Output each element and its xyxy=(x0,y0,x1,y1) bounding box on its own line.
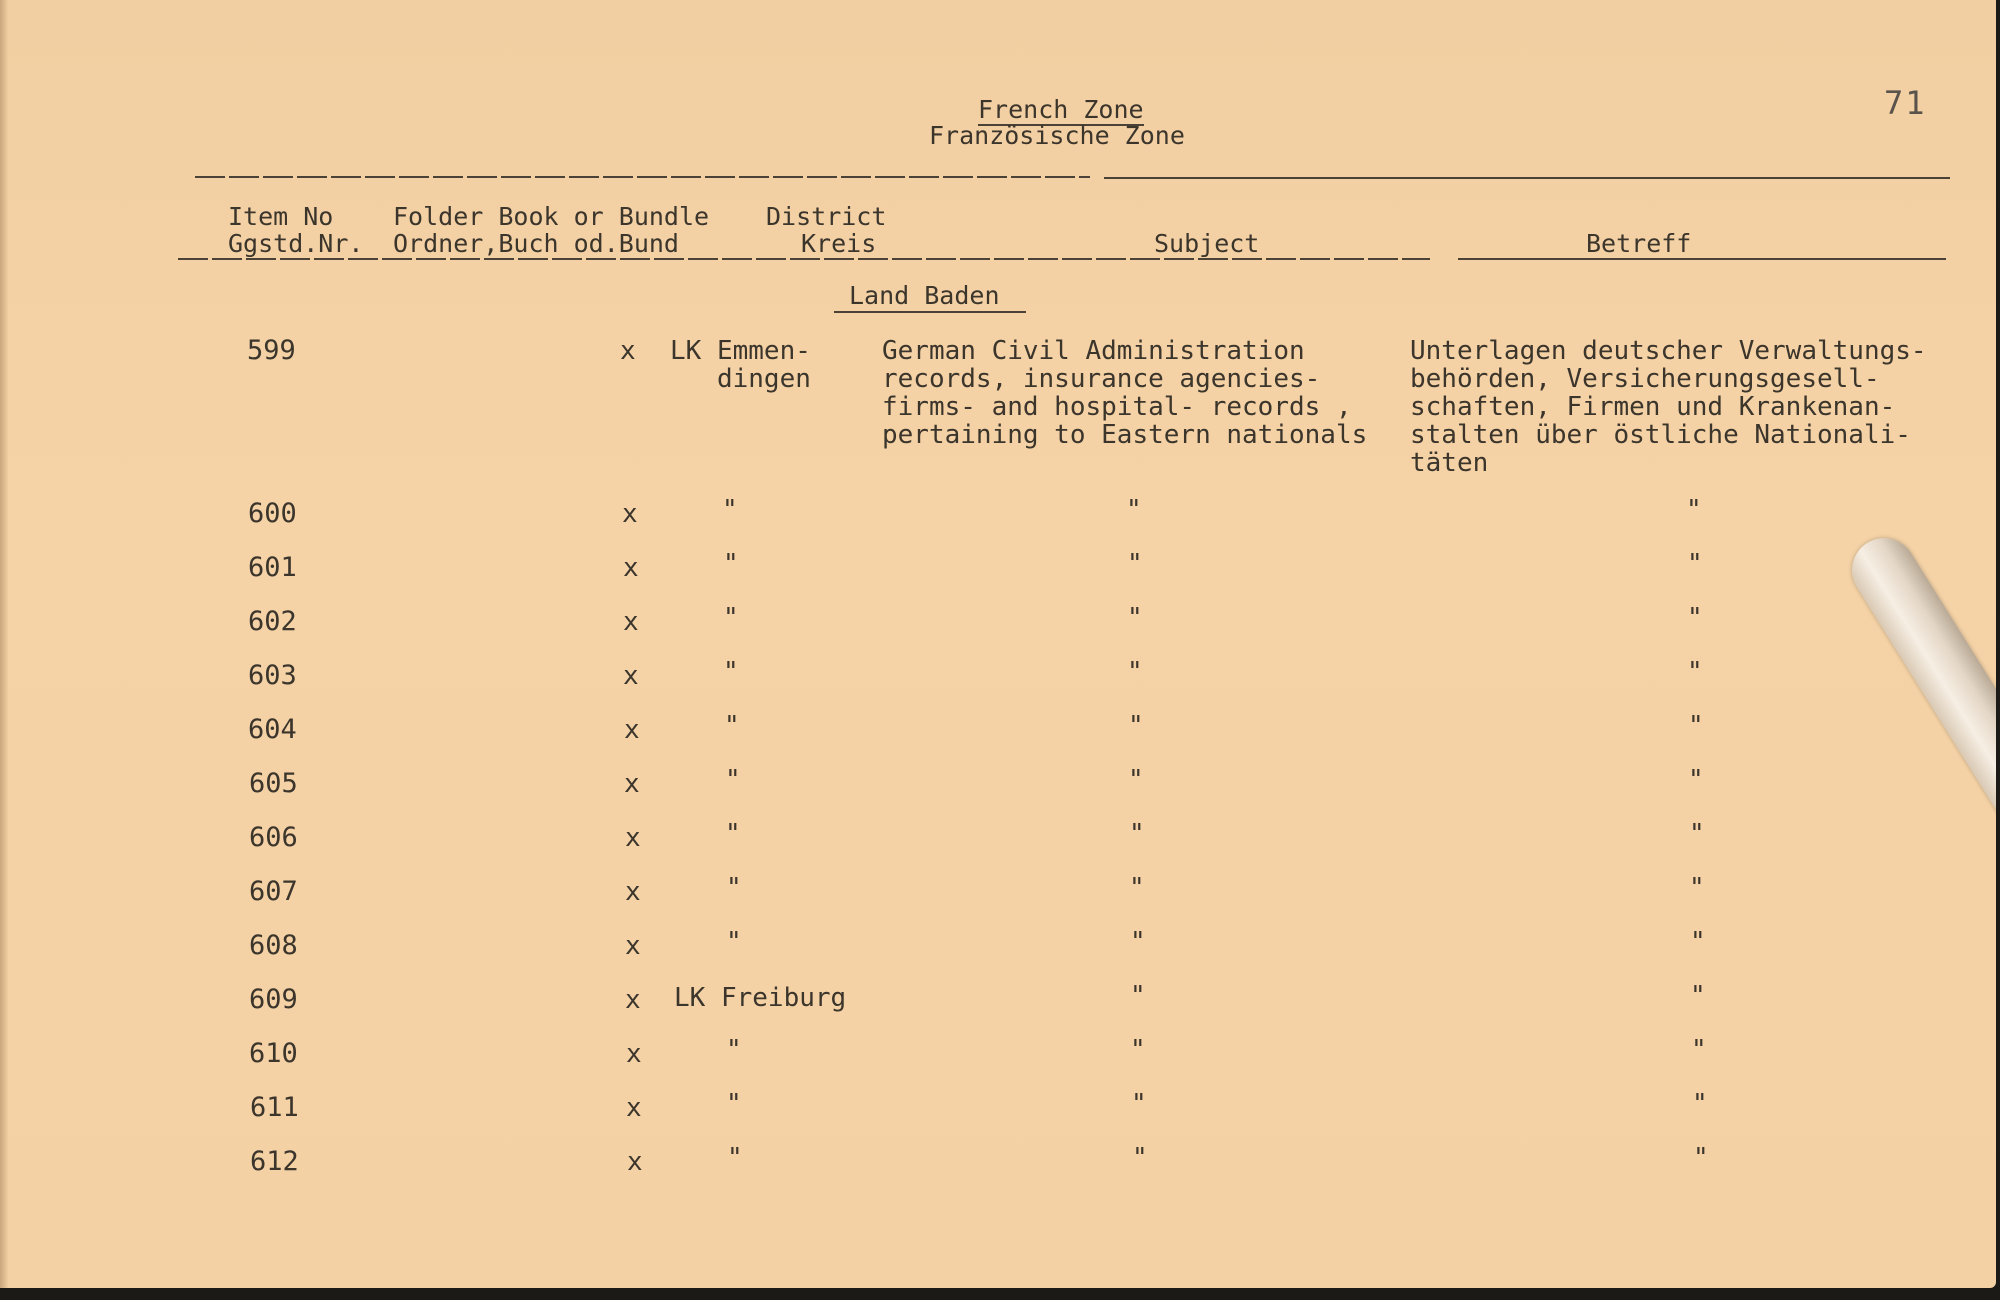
col-folder-de: Ordner,Buch od.Bund xyxy=(393,229,679,258)
betreff-cell: " xyxy=(1686,495,1702,525)
subject-cell: " xyxy=(1129,873,1145,903)
item-mark: x xyxy=(626,1039,642,1069)
header-rule-left xyxy=(178,258,1430,260)
subject-cell: " xyxy=(1129,819,1145,849)
item-mark: x xyxy=(625,877,641,907)
item-number: 603 xyxy=(248,660,297,691)
item-number: 604 xyxy=(248,714,297,745)
betreff-cell: " xyxy=(1689,819,1705,849)
subject-cell: " xyxy=(1128,765,1144,795)
district-cell: LK Freiburg xyxy=(674,983,847,1013)
item-mark: x xyxy=(622,499,638,529)
item-number: 606 xyxy=(249,822,298,853)
title-english: French Zone xyxy=(978,95,1144,124)
item-number: 611 xyxy=(250,1092,299,1123)
item-mark: x xyxy=(620,336,636,366)
betreff-cell: " xyxy=(1690,981,1706,1011)
item-mark: x xyxy=(625,823,641,853)
district-cell: LK Emmen- dingen xyxy=(670,336,811,394)
district-cell: " xyxy=(725,765,741,795)
col-betreff: Betreff xyxy=(1586,229,1692,258)
district-cell: " xyxy=(726,1089,742,1119)
item-number: 602 xyxy=(248,606,297,637)
col-district-en: District xyxy=(766,202,887,231)
section-title: Land Baden xyxy=(849,281,1000,310)
subject-cell: " xyxy=(1127,549,1143,579)
page-number: 71 xyxy=(1884,84,1927,122)
item-mark: x xyxy=(625,931,641,961)
col-folder-en: Folder Book or Bundle xyxy=(393,202,710,231)
subject-cell: German Civil Administration records, insurance agencies- firms- and hospital- records , pertaining to Eastern nationals xyxy=(882,336,1368,450)
subject-cell: " xyxy=(1132,1143,1148,1173)
betreff-cell: " xyxy=(1690,927,1706,957)
betreff-cell: " xyxy=(1687,603,1703,633)
item-mark: x xyxy=(624,715,640,745)
header-rule-right xyxy=(1458,258,1946,260)
district-cell: " xyxy=(724,711,740,741)
item-number: 599 xyxy=(247,335,296,366)
district-cell: " xyxy=(723,603,739,633)
district-cell: " xyxy=(725,819,741,849)
item-number: 612 xyxy=(250,1146,299,1177)
district-cell: " xyxy=(726,873,742,903)
item-mark: x xyxy=(624,769,640,799)
top-rule-left xyxy=(195,176,1090,178)
stylus-pointer xyxy=(1840,526,1996,865)
betreff-cell: " xyxy=(1687,657,1703,687)
item-mark: x xyxy=(623,607,639,637)
betreff-cell: " xyxy=(1688,711,1704,741)
item-mark: x xyxy=(625,985,641,1015)
title-german: Französische Zone xyxy=(929,121,1185,150)
subject-cell: " xyxy=(1126,495,1142,525)
subject-cell: " xyxy=(1131,1089,1147,1119)
district-cell: " xyxy=(726,927,742,957)
item-mark: x xyxy=(623,553,639,583)
district-cell: " xyxy=(722,495,738,525)
col-item-en: Item No xyxy=(228,202,334,231)
item-number: 610 xyxy=(249,1038,298,1069)
item-mark: x xyxy=(623,661,639,691)
item-number: 601 xyxy=(248,552,297,583)
betreff-cell: " xyxy=(1693,1143,1709,1173)
item-number: 609 xyxy=(249,984,298,1015)
item-mark: x xyxy=(626,1093,642,1123)
col-district-de: Kreis xyxy=(801,229,877,258)
item-number: 607 xyxy=(249,876,298,907)
subject-cell: " xyxy=(1130,1035,1146,1065)
subject-cell: " xyxy=(1128,711,1144,741)
district-cell: " xyxy=(726,1035,742,1065)
item-number: 608 xyxy=(249,930,298,961)
betreff-cell: " xyxy=(1689,873,1705,903)
col-item-de: Ggstd.Nr. xyxy=(228,229,364,258)
betreff-cell: " xyxy=(1688,765,1704,795)
col-subject: Subject xyxy=(1154,229,1260,258)
section-title-underline xyxy=(834,311,1026,313)
district-cell: " xyxy=(723,549,739,579)
subject-cell: " xyxy=(1130,927,1146,957)
betreff-cell: " xyxy=(1691,1035,1707,1065)
district-cell: " xyxy=(727,1143,743,1173)
betreff-cell: " xyxy=(1692,1089,1708,1119)
subject-cell: " xyxy=(1130,981,1146,1011)
betreff-cell: " xyxy=(1687,549,1703,579)
page-edge xyxy=(0,0,8,1288)
betreff-cell: Unterlagen deutscher Verwaltungs- behörden, Versicherungsgesell- schaften, Firmen und Krankenan- stalten über östliche Nationali- täten xyxy=(1410,336,1927,478)
item-number: 605 xyxy=(249,768,298,799)
district-cell: " xyxy=(723,657,739,687)
subject-cell: " xyxy=(1127,603,1143,633)
subject-cell: " xyxy=(1127,657,1143,687)
top-rule-right xyxy=(1104,177,1950,179)
item-number: 600 xyxy=(248,498,297,529)
item-mark: x xyxy=(627,1147,643,1177)
